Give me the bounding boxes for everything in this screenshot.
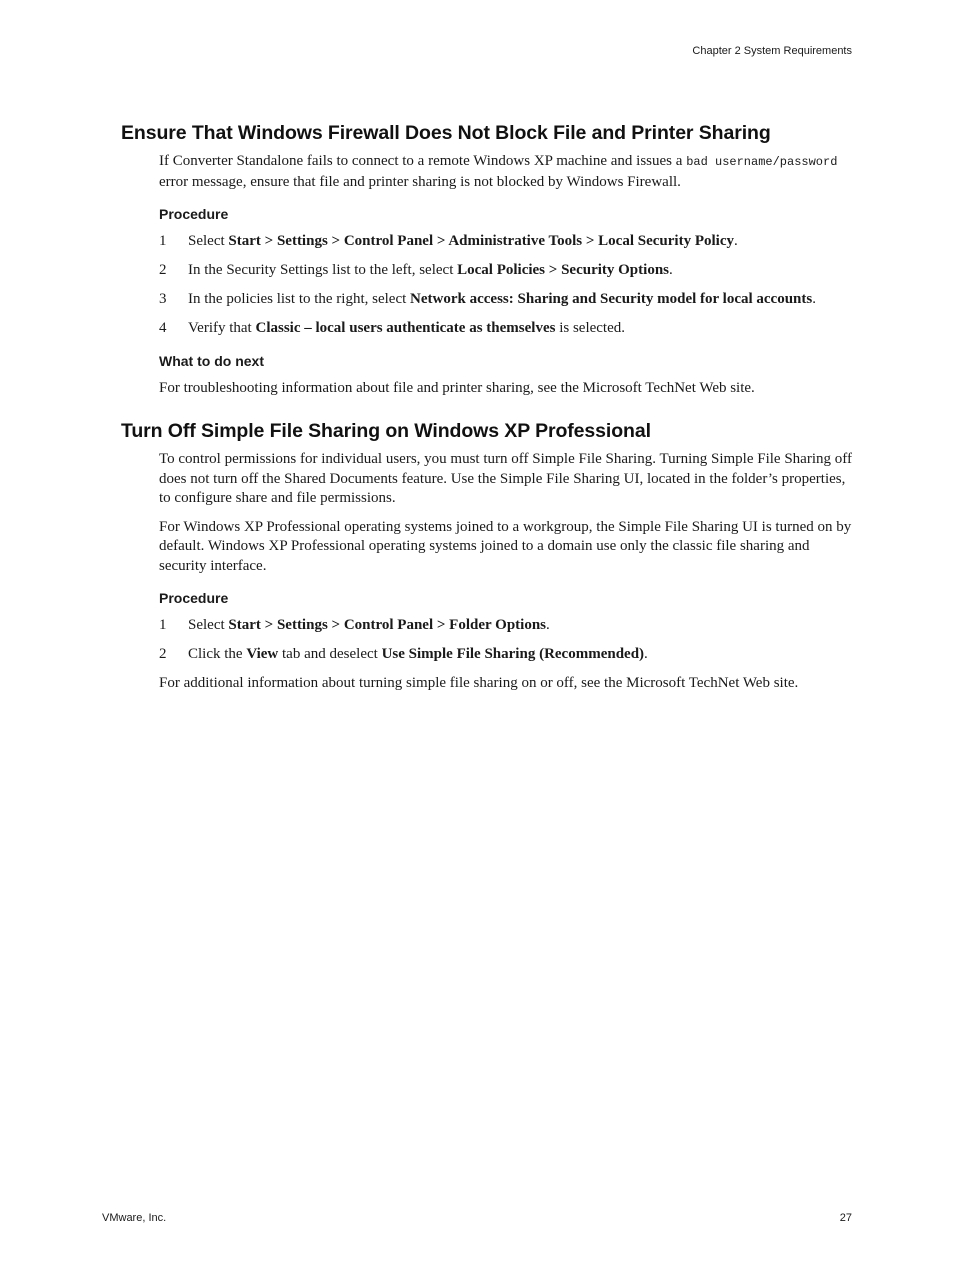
ui-path: Start > Settings > Control Panel > Folder Options [228,617,546,633]
section-title-simple-file-sharing: Turn Off Simple File Sharing on Windows XP Professional [121,420,651,442]
list-item [159,290,856,310]
page-number: 27 [839,1212,852,1224]
ui-option: Use Simple File Sharing (Recommended) [381,646,645,662]
procedure-heading: Procedure [159,590,229,606]
list-item [159,616,856,636]
paragraph: To control permissions for individual users, you must turn off Simple File Sharing. Turning Simple File Sharing off does not turn off the Shared Documents feature. Use the Simple File Sharing UI, located in the folder’s properties, to configure share and file permissions. [159,451,852,506]
step-text: . [733,233,738,249]
intro-text-a: If Converter Standalone fails to connect to a remote Windows XP machine and issues a [159,153,687,169]
step-number: 4 [159,320,167,336]
step-text: Select [188,617,229,633]
list-item [159,261,856,281]
step-number: 1 [159,233,167,249]
step-text: . [546,617,550,633]
ui-tab-name: View [246,646,279,662]
procedure-heading: Procedure [159,206,229,222]
step-text: . [812,291,816,307]
paragraph: For Windows XP Professional operating systems joined to a workgroup, the Simple File Sharing UI is turned on by default. Windows XP Professional operating systems joined to a domain use only the classic file sharing and security interface. [159,518,852,574]
section-simple-file-sharing [121,420,856,694]
ui-setting: Classic – local users authenticate as themselves [255,320,556,336]
section-title-firewall: Ensure That Windows Firewall Does Not Block File and Printer Sharing [121,122,771,144]
step-text: is selected. [555,320,626,336]
intro-text-b: error message, ensure that file and printer sharing is not blocked by Windows Firewall. [159,173,681,190]
step-number: 1 [159,617,167,633]
running-header: Chapter 2 System Requirements [692,45,852,57]
ui-path: Start > Settings > Control Panel > Administrative Tools > Local Security Policy [228,233,734,249]
step-text: In the policies list to the right, select [188,291,411,307]
ui-path: Local Policies > Security Options [457,262,669,278]
step-number: 3 [159,291,167,307]
procedure-list [159,616,856,665]
step-text: . [644,646,648,662]
list-item [159,645,856,665]
ui-path: Network access: Sharing and Security model for local accounts [410,291,813,307]
footer-company: VMware, Inc. [102,1212,167,1224]
step-text: In the Security Settings list to the left, select [188,262,458,278]
list-item [159,232,856,252]
what-to-do-next-heading: What to do next [159,352,264,369]
step-number: 2 [159,646,167,662]
step-text: tab and deselect [278,646,382,662]
intro-paragraph [159,152,856,192]
section-firewall [121,122,856,398]
step-text: Select [188,233,229,249]
list-item [159,319,856,339]
step-number: 2 [159,262,167,278]
procedure-list [159,232,856,339]
closing-paragraph: For additional information about turning simple file sharing on or off, see the Microsoft TechNet Web site. [159,675,799,691]
step-text: Verify that [188,320,256,336]
page-content [121,122,856,703]
next-paragraph: For troubleshooting information about file and printer sharing, see the Microsoft TechNet Web site. [159,379,755,396]
step-text: . [669,262,673,278]
inline-code: bad username/password [686,155,838,169]
step-text: Click the [188,646,247,662]
